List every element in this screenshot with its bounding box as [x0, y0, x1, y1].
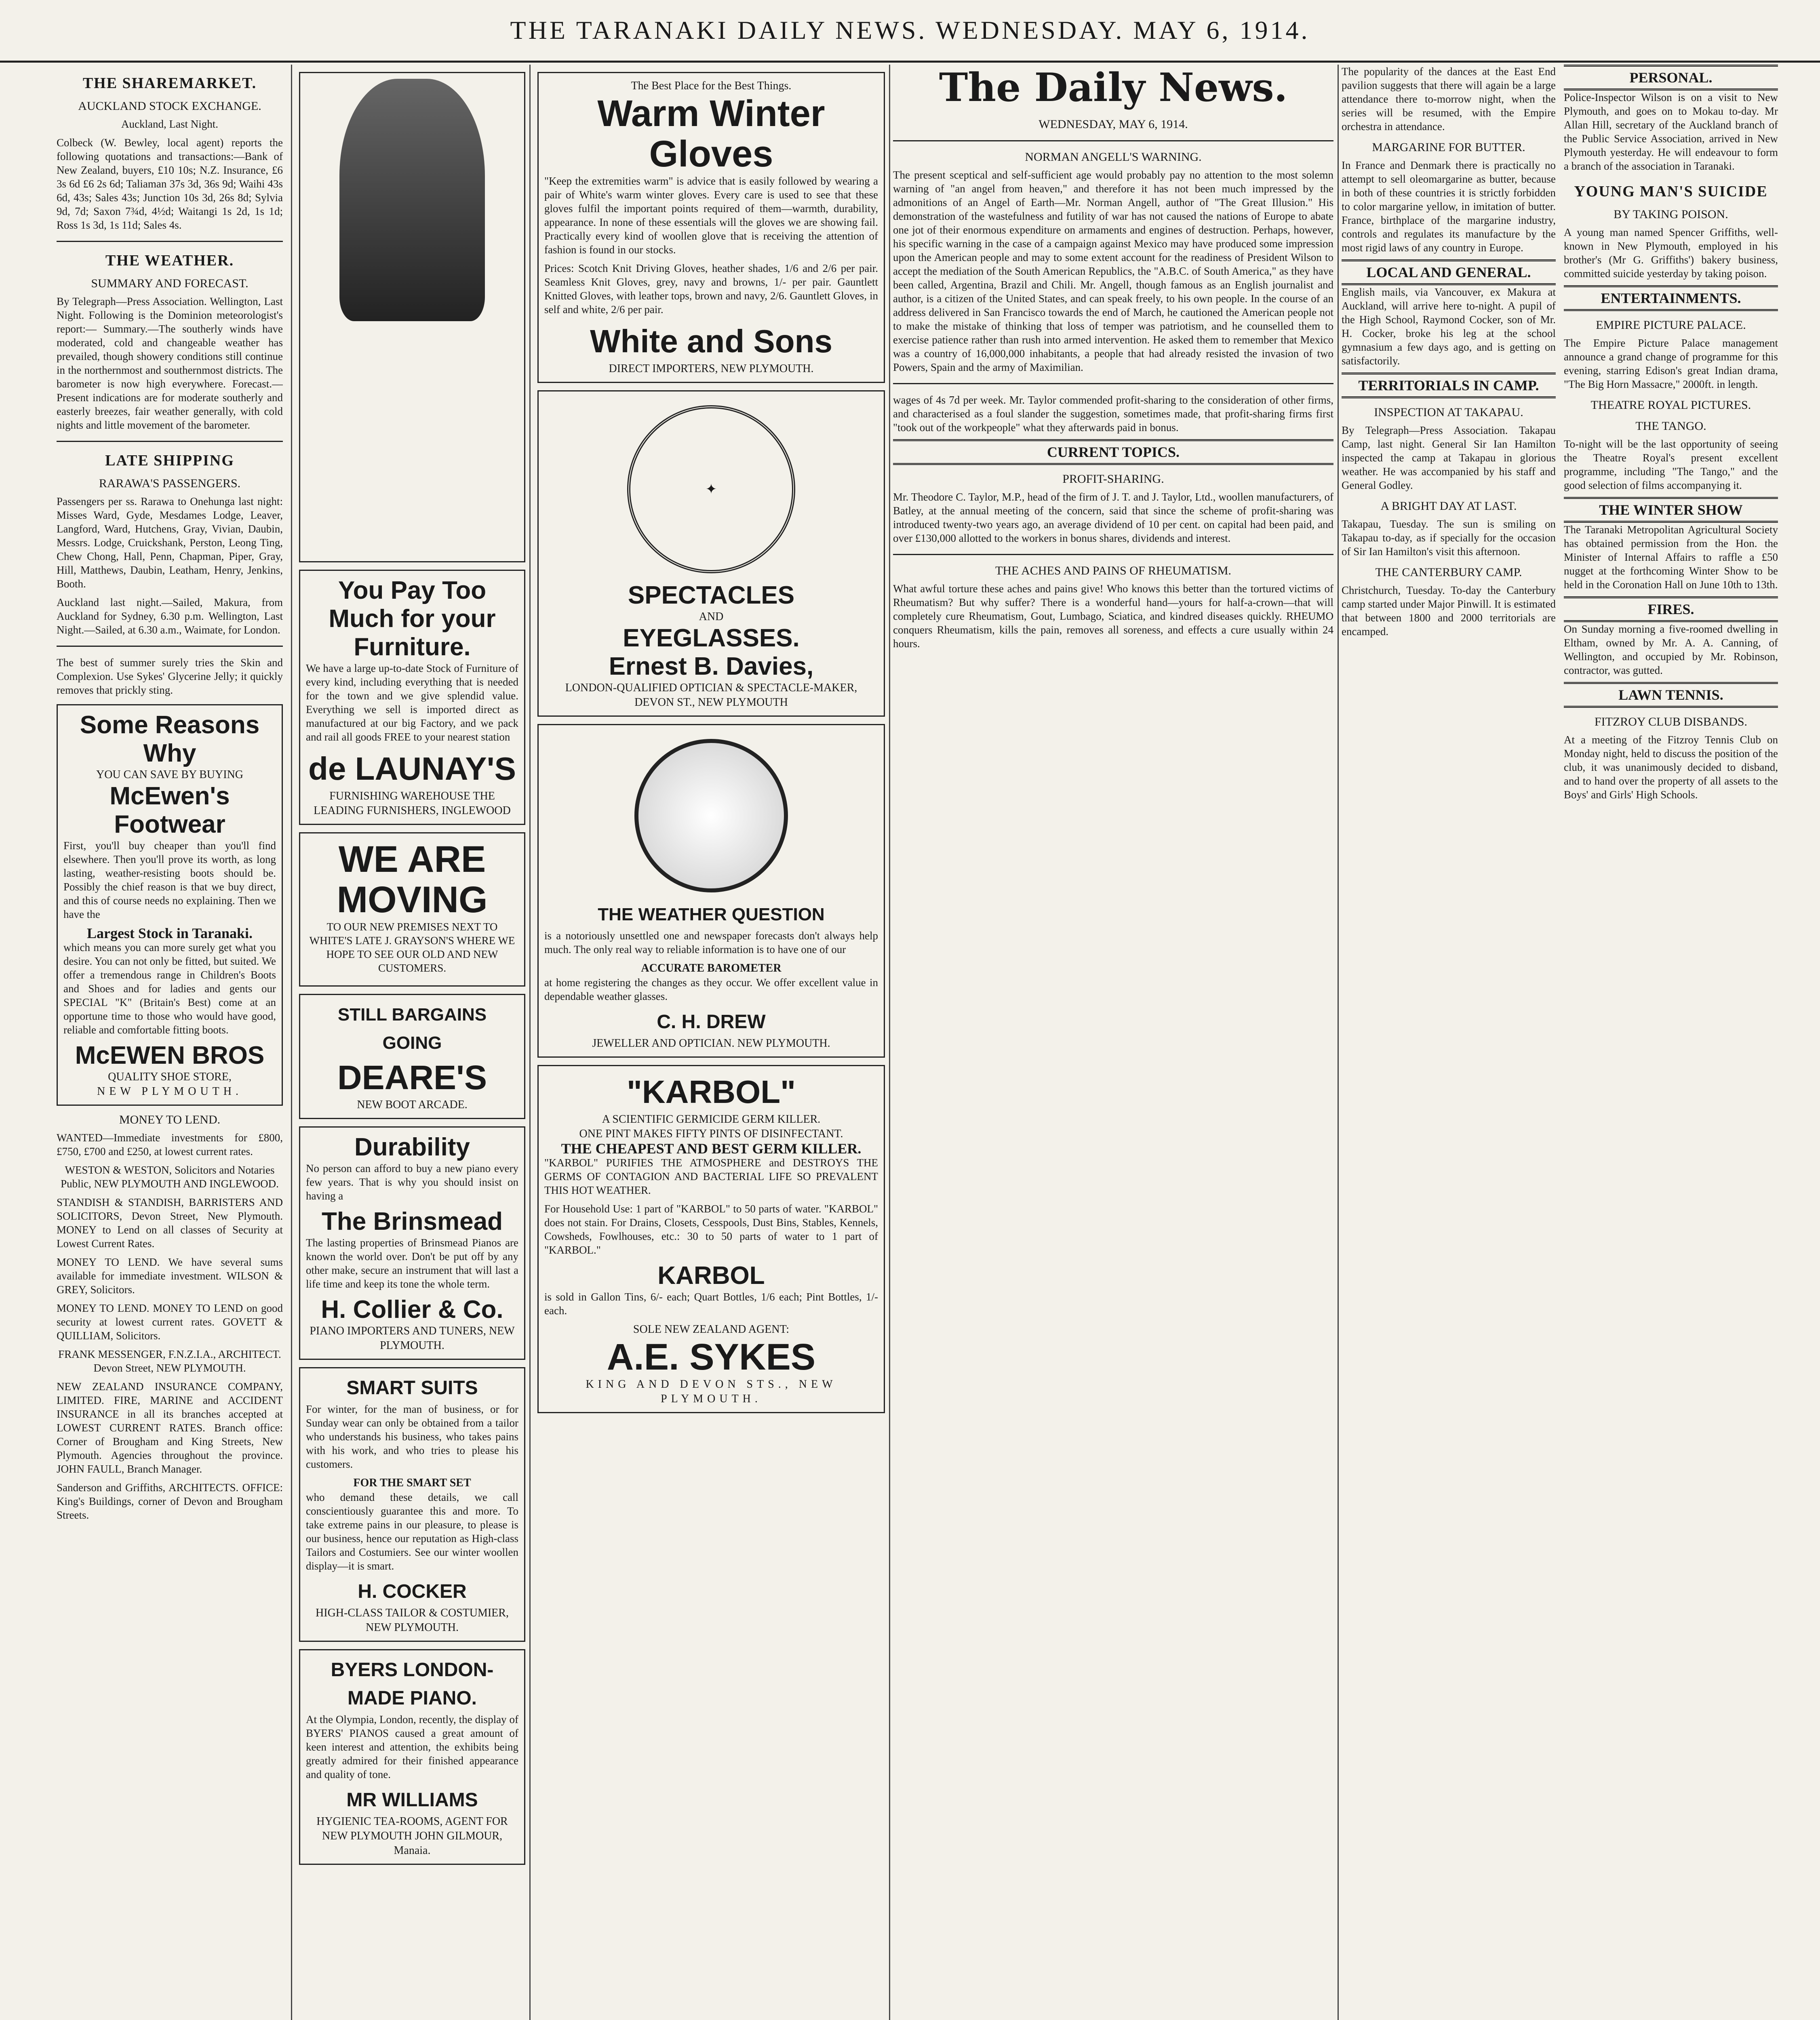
- current-topics-heading: CURRENT TOPICS.: [893, 439, 1333, 465]
- glycerine-notice: The best of summer surely tries the Skin and Complexion. Use Sykes' Glycerine Jelly; it quickly removes that prickly sting.: [57, 656, 283, 696]
- mcewen-brand: McEwen's Footwear: [110, 782, 230, 838]
- wages-text: wages of 4s 7d per week. Mr. Taylor commended profit-sharing to the consideration of other firms, and characterised as a foul slander the suggestion, sometimes made, that profit-sharing firms first "took out of the workpeople" what they afterwards paid in bonus.: [893, 394, 1333, 433]
- barometer-text: at home registering the changes as they occur. We offer excellent value in dependable weather glasses.: [544, 976, 878, 1002]
- weather-subheading: SUMMARY AND FORECAST.: [91, 277, 249, 290]
- sharemarket-text: Colbeck (W. Bewley, local agent) reports the following quotations and transactions:—Bank of New Zealand, buyers, £10 10s; N.Z. Insurance, £6 3s 6d £6 2s 6d; Taliaman 37s 3d, 36s 9d; Waihi 43s 6d, 43s; Sales 43s; Junction 10s 3d, 26s 8d; Sylvia 9d, 7d; Saxon 7¾d, 4½d; Waitangi 1s 2d, 1s 1d; Ross 1s 3d, 1s 11d; Sales 4s.: [57, 137, 283, 231]
- karbol-text: "KARBOL" PURIFIES THE ATMOSPHERE and DESTROYS THE GERMS OF CONTAGION AND BACTERIAL LIFE SO PREVALENT THIS HOT WEATHER.: [544, 1157, 878, 1196]
- williams-name: MR WILLIAMS: [346, 1789, 478, 1811]
- mcewen-advertisement: [57, 704, 283, 1106]
- column-news-right: [1342, 65, 1778, 2020]
- durability-text: No person can afford to buy a new piano every few years. That is why you should insist on having a: [306, 1162, 518, 1202]
- drew-barometer-ad: [537, 724, 885, 1058]
- tango-heading: THE TANGO.: [1635, 419, 1706, 433]
- column-rule: [1338, 65, 1339, 2020]
- karbol-name-2: KARBOL: [657, 1262, 765, 1290]
- brinsmead-ad: [299, 1126, 525, 1360]
- karbol-household: For Household Use: 1 part of "KARBOL" to 50 parts of water. "KARBOL" does not stain. For Drains, Closets, Cesspools, Dust Bins, Stables, Kennels, Cowsheds, Fowlhouses, etc.: 30 to 50 parts of water to 1 part of "KARBOL.": [544, 1203, 878, 1256]
- moving-text: TO OUR NEW PREMISES NEXT TO WHITE'S LATE J. GRAYSON'S WHERE WE HOPE TO SEE OUR OLD AND NEW CUSTOMERS.: [309, 921, 515, 974]
- moving-ad: [299, 832, 525, 987]
- shipping-text: Passengers per ss. Rarawa to Onehunga last night: Misses Ward, Gyde, Mesdames Lodge, Leaver, Langford, Ward, Hutchens, Gray, Vivian, Daubin, Messrs. Lodge, Cruickshank, Perston, Leong Ting, Chew Chong, Hall, Penn, Chapman, Piper, Gray, Hill, Matthews, Daubin, Leatham, Henry, Jenkins, Booth.: [57, 495, 283, 590]
- column-rule: [529, 65, 531, 2020]
- deare-still: STILL BARGAINS GOING: [337, 1005, 487, 1053]
- territorials-subheading: INSPECTION AT TAKAPAU.: [1374, 406, 1523, 419]
- davies-name: Ernest B. Davies,: [609, 652, 814, 680]
- suicide-heading: YOUNG MAN'S SUICIDE: [1574, 183, 1768, 200]
- winter-show-text: The Taranaki Metropolitan Agricultural Society has obtained permission from the Hon. the Minister of Internal Affairs to raffle a £50 nugget at the forthcoming Winter Show to be held in the Coronation Hall on June 10th to 13th.: [1564, 524, 1778, 591]
- fires-heading: FIRES.: [1564, 596, 1778, 622]
- angell-text: The present sceptical and self-sufficient age would probably pay no attention to the most solemn warning of "an angel from heaven," and therefore it has not been much impressed by the admonitions of an Angel of Earth—Mr. Norman Angell, author of "The Great Illusion." His demonstration of the wastefulness and futility of war has not caused the nations of Europe to abate one jot of their enormous expenditure on armaments and engines of destruction. Perhaps, however, his specific warning in the case of a campaign against Mexico may have produced some impression upon the American people and may to some extent account for the readiness of President Wilson to accept the mediation of the South American Republics, the "A.B.C. of South America," as they have been called, Argentina, Brazil and Chili. Mr. Angell, though famous as an English journalist and author, is a citizen of the United States, and can speak freely, to his own people. In the course of an address delivered in San Francisco towards the end of March, he cautioned the American people not to make the mistake of thinking that loss of temper was patriotism, and he counselled them to exercise patience rather than rush into armed intervention. He asked them to remember that Mexico was a country of 16,000,000 inhabitants, a people that had already resisted the invasion of two Powers, Spain and the army of Maximilian.: [893, 169, 1333, 373]
- mcewen-largest: Largest Stock in Taranaki.: [86, 925, 253, 941]
- furniture-headline: You Pay Too Much for your Furniture.: [329, 577, 496, 661]
- eyeglasses-headline: EYEGLASSES.: [623, 624, 800, 652]
- column-ads-right: [537, 65, 885, 2020]
- shipping-text-2: Auckland last night.—Sailed, Makura, from Auckland for Sydney, 6.30 p.m. Wellington, Last Night.—Sailed, at 6.30 a.m., Waimate, for London.: [57, 596, 283, 636]
- karbol-ad: [537, 1065, 885, 1413]
- deare-name: DEARE'S: [337, 1058, 487, 1096]
- fitzroy-text: At a meeting of the Fitzroy Tennis Club on Monday night, held to discuss the position of the club, it was unanimously decided to disband, and to hand over the property of all assets to the Boys' and Girls' High Schools.: [1564, 734, 1778, 801]
- davies-sub: LONDON-QUALIFIED OPTICIAN & SPECTACLE-MAKER, DEVON ST., NEW PLYMOUTH: [565, 682, 857, 709]
- lawn-tennis-heading: LAWN TENNIS.: [1564, 682, 1778, 708]
- canterbury-text: Christchurch, Tuesday. To-day the Canterbury camp started under Major Pinwill. It is estimated that between 1800 and 2000 territorials are encamped.: [1342, 584, 1556, 638]
- collier-sub: PIANO IMPORTERS AND TUNERS, NEW PLYMOUTH.: [310, 1325, 515, 1352]
- right-col-a: [1342, 65, 1556, 806]
- money-heading: MONEY TO LEND.: [119, 1113, 221, 1126]
- empire-heading: EMPIRE PICTURE PALACE.: [1596, 318, 1746, 332]
- weather-question-text: is a notoriously unsettled one and newspaper forecasts don't always help much. The only real way to reliable information is to have one of our: [544, 930, 878, 955]
- byers-ad: [299, 1649, 525, 1865]
- theatre-heading: THEATRE ROYAL PICTURES.: [1590, 398, 1751, 412]
- drew-sub: JEWELLER AND OPTICIAN. NEW PLYMOUTH.: [592, 1037, 830, 1050]
- theatre-text: To-night will be the last opportunity of seeing the Theatre Royal's present excellent programme, including "The Tango," and the good selection of films accompanying it.: [1564, 438, 1778, 491]
- karbol-sizes: is sold in Gallon Tins, 6/- each; Quart Bottles, 1/6 each; Pint Bottles, 1/- each.: [544, 1291, 878, 1317]
- weather-heading: THE WEATHER.: [105, 252, 234, 269]
- territorials-heading: TERRITORIALS IN CAMP.: [1342, 372, 1556, 398]
- standish-notice: STANDISH & STANDISH, BARRISTERS AND SOLICITORS, Devon Street, New Plymouth. MONEY to Lend on all classes of Security at Lowest Current Rates.: [57, 1196, 283, 1250]
- money-text: WANTED—Immediate investments for £800, £750, £700 and £250, at lowest current rates.: [57, 1132, 283, 1157]
- warm-gloves-text: "Keep the extremities warm" is advice that is easily followed by wearing a pair of White's warm winter gloves. Every care is used to see that these gloves fulfil the important points required of them—warmth, durability, appearance. In none of these essentials will the gloves we are showing fail. Practically every kind of woollen glove that is receiving the attention of fashion is found in our stocks.: [544, 175, 878, 256]
- davies-optician-ad: [537, 390, 885, 717]
- mcewen-place: NEW PLYMOUTH.: [97, 1085, 242, 1098]
- durability-headline: Durability: [354, 1133, 470, 1161]
- williams-sub: HYGIENIC TEA-ROOMS, AGENT FOR NEW PLYMOUTH JOHN GILMOUR, Manaia.: [316, 1815, 508, 1857]
- bright-day-text: Takapau, Tuesday. The sun is smiling on Takapau to-day, as if specially for the occasion of Sir Ian Hamilton's visit this afternoon.: [1342, 518, 1556, 558]
- empire-text: The Empire Picture Palace management announce a grand change of programme for this evening, starring Edison's great Indian drama, "The Big Horn Massacre," 2000ft. in length.: [1564, 337, 1778, 390]
- deare-sub: NEW BOOT ARCADE.: [357, 1098, 468, 1111]
- shipping-subheading: RARAWA'S PASSENGERS.: [99, 477, 241, 490]
- brinsmead-headline: The Brinsmead: [322, 1208, 503, 1235]
- warm-gloves-headline: Warm Winter Gloves: [597, 93, 825, 175]
- popularity-text: The popularity of the dances at the East End pavilion suggests that there will again be a large attendance there to-morrow night, when the series will be resumed, with the Empire orchestra in attendance.: [1342, 65, 1556, 133]
- white-sons-name: White and Sons: [590, 323, 832, 359]
- deare-ad: [299, 994, 525, 1119]
- aches-heading: THE ACHES AND PAINS OF RHEUMATISM.: [995, 564, 1231, 577]
- warm-gloves-photo-ad: [299, 72, 525, 562]
- suicide-subheading: BY TAKING POISON.: [1614, 208, 1728, 221]
- entertainments-heading: ENTERTAINMENTS.: [1564, 285, 1778, 311]
- moving-line-2: MOVING: [337, 879, 488, 920]
- warm-gloves-kicker: The Best Place for the Best Things.: [631, 80, 792, 92]
- karbol-cheapest: THE CHEAPEST AND BEST GERM KILLER.: [561, 1140, 862, 1157]
- smart-suits-headline: SMART SUITS: [346, 1377, 478, 1399]
- cocker-sub: HIGH-CLASS TAILOR & COSTUMIER, NEW PLYMOUTH.: [316, 1607, 509, 1634]
- barometer-headline: ACCURATE BAROMETER: [641, 962, 782, 974]
- smart-suits-text: For winter, for the man of business, or for Sunday wear can only be obtained from a tailor who understands his business, who takes pains with his work, and who tries to please his customers.: [306, 1403, 518, 1470]
- profit-sharing-heading: PROFIT-SHARING.: [1062, 472, 1164, 486]
- divider: [893, 140, 1333, 141]
- byers-headline: BYERS LONDON-MADE PIANO.: [331, 1659, 494, 1709]
- spectacles-headline: SPECTACLES: [628, 581, 795, 609]
- column-editorial: [893, 65, 1333, 2020]
- optician-emblem: ✦: [627, 405, 795, 573]
- mcewen-name: McEWEN BROS: [75, 1042, 265, 1069]
- margarine-text: In France and Denmark there is practically no attempt to sell oleomargarine as butter, because in both of these countries it is strictly forbidden to color margarine yellow, in imitation of butter. France, birthplace of the margarine industry, controls and regulates its manufacture by the most rigid laws of any country in Europe.: [1342, 159, 1556, 254]
- suicide-text: A young man named Spencer Griffiths, well-known in New Plymouth, employed in his brother's (Mr G. Griffiths') bakery business, committed suicide yesterday by taking poison.: [1564, 226, 1778, 280]
- column-news-left: [57, 65, 283, 2020]
- cocker-ad: [299, 1367, 525, 1642]
- sykes-sub: KING AND DEVON STS., NEW PLYMOUTH.: [586, 1378, 837, 1405]
- smart-set-headline: FOR THE SMART SET: [353, 1477, 471, 1489]
- furniture-text: We have a large up-to-date Stock of Furniture of every kind, including everything that is needed for the town and we give splendid value. Everything we sell is imported direct as manufactured at our big Factory, and we pack and rail all goods FREE to your nearest station: [306, 662, 518, 743]
- mcewen-headline: Some Reasons Why: [80, 711, 260, 767]
- man-with-gloves-illustration: [339, 79, 485, 321]
- griffiths-notice: Sanderson and Griffiths, ARCHITECTS. OFFICE: King's Buildings, corner of Devon and Brougham Streets.: [57, 1481, 283, 1521]
- daily-news-title: The Daily News.: [939, 65, 1288, 110]
- margarine-heading: MARGARINE FOR BUTTER.: [1372, 141, 1525, 154]
- aches-text: What awful torture these aches and pains give! Who knows this better than the tortured victims of Rheumatism? But why suffer? There is a wonderful hand—yours for half-a-crown—that will completely cure Rheumatism, Gout, Lumbago, Sciatica, and kindred diseases quickly. RHEUMO conquers Rheumatism, kills the pain, removes all soreness, and effects a cure usually within 24 hours.: [893, 583, 1333, 650]
- sharemarket-heading: THE SHAREMARKET.: [82, 75, 257, 92]
- profit-sharing-text: Mr. Theodore C. Taylor, M.P., head of the firm of J. T. and J. Taylor, Ltd., woollen manufacturers, of Batley, at the annual meeting of the concern, said that since the scheme of profit-sharing was introduced twenty-two years ago, an average dividend of 10 per cent. on capital had been paid, and over £130,000 allotted to the workers in bonus shares, dividends and interest.: [893, 491, 1333, 544]
- karbol-agent: SOLE NEW ZEALAND AGENT:: [633, 1323, 790, 1336]
- column-ads-left: [299, 65, 525, 2020]
- fires-text: On Sunday morning a five-roomed dwelling in Eltham, owned by Mr. A. A. Canning, of Wellington, and occupied by Mr. Robinson, contractor, was gutted.: [1564, 623, 1778, 676]
- sykes-name: A.E. SYKES: [607, 1336, 816, 1378]
- personal-heading: PERSONAL.: [1564, 65, 1778, 90]
- white-gloves-ad: [537, 72, 885, 383]
- local-general-heading: LOCAL AND GENERAL.: [1342, 259, 1556, 285]
- warm-gloves-prices: Prices: Scotch Knit Driving Gloves, heather shades, 1/6 and 2/6 per pair. Seamless Knit Gloves, grey, navy and browns, 1/- per pair. Gauntlett Knitted Gloves, with leather tops, brown and navy, 2/6. Gauntlett Gloves, in self and white, 2/6 per pair.: [544, 262, 878, 316]
- and-label: AND: [699, 610, 724, 623]
- drew-name: C. H. DREW: [657, 1011, 766, 1033]
- sharemarket-dateline: Auckland, Last Night.: [121, 118, 218, 130]
- karbol-headline: "KARBOL": [626, 1074, 796, 1110]
- column-rule: [889, 65, 890, 2020]
- shipping-heading: LATE SHIPPING: [105, 452, 234, 469]
- winter-show-heading: THE WINTER SHOW: [1564, 497, 1778, 523]
- right-col-b: [1564, 65, 1778, 806]
- nz-insurance-notice: NEW ZEALAND INSURANCE COMPANY, LIMITED. FIRE, MARINE and ACCIDENT INSURANCE in all its branches accepted at LOWEST CURRENT RATES. Branch office: Corner of Brougham and King Streets, New Plymouth. Agencies throughout the province. JOHN FAULL, Branch Manager.: [57, 1380, 283, 1475]
- divider: [57, 646, 283, 647]
- brinsmead-text: The lasting properties of Brinsmead Pianos are known the world over. Don't be put off by any other make, secure an instrument that will last a life time and keep its tone the whole term.: [306, 1237, 518, 1290]
- angell-heading: NORMAN ANGELL'S WARNING.: [1025, 150, 1202, 164]
- cocker-name: H. COCKER: [358, 1581, 467, 1602]
- furniture-ad: [299, 570, 525, 825]
- govett-notice: MONEY TO LEND. MONEY TO LEND on good security at lowest current rates. GOVETT & QUILLIAM, Solicitors.: [57, 1302, 283, 1342]
- sharemarket-subheading: AUCKLAND STOCK EXCHANGE.: [78, 99, 261, 113]
- mcewen-text-2: which means you can more surely get what you desire. You can not only be fitted, but suited. We offer a tremendous range in Children's Boots and Shoes and for ladies and gents our SPECIAL "K" (Britain's Best) come at an opportune time to those who would have good, reliable and comfortable fitting boots.: [63, 941, 276, 1036]
- messenger-notice: FRANK MESSENGER, F.N.Z.I.A., ARCHITECT. Devon Street, NEW PLYMOUTH.: [58, 1348, 281, 1374]
- delaunay-name: de LAUNAY'S: [308, 751, 516, 787]
- local-general-text: English mails, via Vancouver, ex Makura at Auckland, will arrive here to-night. A pupil of the High School, Raymond Cocker, son of Mr. H. Cocker, broke his leg at the school gymnasium a few days ago, and is getting on satisfactorily.: [1342, 286, 1556, 367]
- mcewen-text: First, you'll buy cheaper than you'll find elsewhere. Then you'll prove its worth, as long lasting, weather-resisting boots should be. Possibly the chief reason is that we buy direct, and this of course needs no explaining. Then we have the: [63, 840, 276, 920]
- divider: [57, 241, 283, 242]
- barometer-illustration: [634, 739, 788, 892]
- masthead: THE TARANAKI DAILY NEWS. WEDNESDAY. MAY 6, 1914.: [0, 0, 1820, 63]
- right-two-col: [1342, 65, 1778, 806]
- territorials-text: By Telegraph—Press Association. Takapau Camp, last night. General Sir Ian Hamilton inspected the camp at Takapau in glorious weather. He was accompanied by his staff and General Godley.: [1342, 424, 1556, 491]
- moving-line-1: WE ARE: [338, 839, 486, 880]
- delaunay-sub: FURNISHING WAREHOUSE THE LEADING FURNISHERS, INGLEWOOD: [314, 790, 511, 817]
- smart-set-text: who demand these details, we call conscientiously guarantee this and more. To take extreme pains in our pleasure, to please is our business, hence our reputation as High-class Tailors and Costumiers. See our winter woollen display—it is smart.: [306, 1491, 518, 1572]
- mcewen-sub: YOU CAN SAVE BY BUYING: [96, 768, 244, 781]
- white-sons-sub: DIRECT IMPORTERS, NEW PLYMOUTH.: [609, 362, 814, 375]
- personal-text: Police-Inspector Wilson is on a visit to New Plymouth, and goes on to Mokau to-day. Mr Allan Hill, secretary of the Auckland branch of the Public Service Association, arrived in New Plymouth yesterday. He will endeavour to form a branch of the association in Taranaki.: [1564, 91, 1778, 172]
- weston-firm: WESTON & WESTON, Solicitors and Notaries Public, NEW PLYMOUTH AND INGLEWOOD.: [61, 1164, 279, 1190]
- fitzroy-heading: FITZROY CLUB DISBANDS.: [1594, 715, 1748, 728]
- divider: [57, 441, 283, 442]
- canterbury-heading: THE CANTERBURY CAMP.: [1375, 566, 1522, 579]
- mcewen-tag: QUALITY SHOE STORE,: [108, 1071, 232, 1083]
- divider: [893, 383, 1333, 384]
- byers-text: At the Olympia, London, recently, the display of BYERS' PIANOS caused a great amount of keen interest and attention, the exhibits being greatly admired for their finished appearance and quality of tone.: [306, 1713, 518, 1780]
- karbol-pint: ONE PINT MAKES FIFTY PINTS OF DISINFECTANT.: [579, 1128, 843, 1140]
- karbol-sub: A SCIENTIFIC GERMICIDE GERM KILLER.: [602, 1113, 821, 1126]
- weather-question-headline: THE WEATHER QUESTION: [598, 905, 825, 924]
- column-rule: [291, 65, 292, 2020]
- wilson-notice: MONEY TO LEND. We have several sums available for immediate investment. WILSON & GREY, Solicitors.: [57, 1256, 283, 1296]
- divider: [893, 554, 1333, 555]
- weather-text: By Telegraph—Press Association. Wellington, Last Night. Following is the Dominion meteorologist's report:— Summary.—The southerly winds have moderated, cold and changeable weather has prevailed, though showery conditions still continue in the northernmost and southernmost districts. The barometer is now high everywhere. Forecast.—Present indications are for moderate southerly and easterly breezes, fair weather generally, with cold nights and little movement of the barometer.: [57, 295, 283, 431]
- bright-day-heading: A BRIGHT DAY AT LAST.: [1380, 499, 1517, 513]
- editorial-date: WEDNESDAY, MAY 6, 1914.: [1038, 118, 1188, 131]
- collier-name: H. Collier & Co.: [321, 1296, 503, 1324]
